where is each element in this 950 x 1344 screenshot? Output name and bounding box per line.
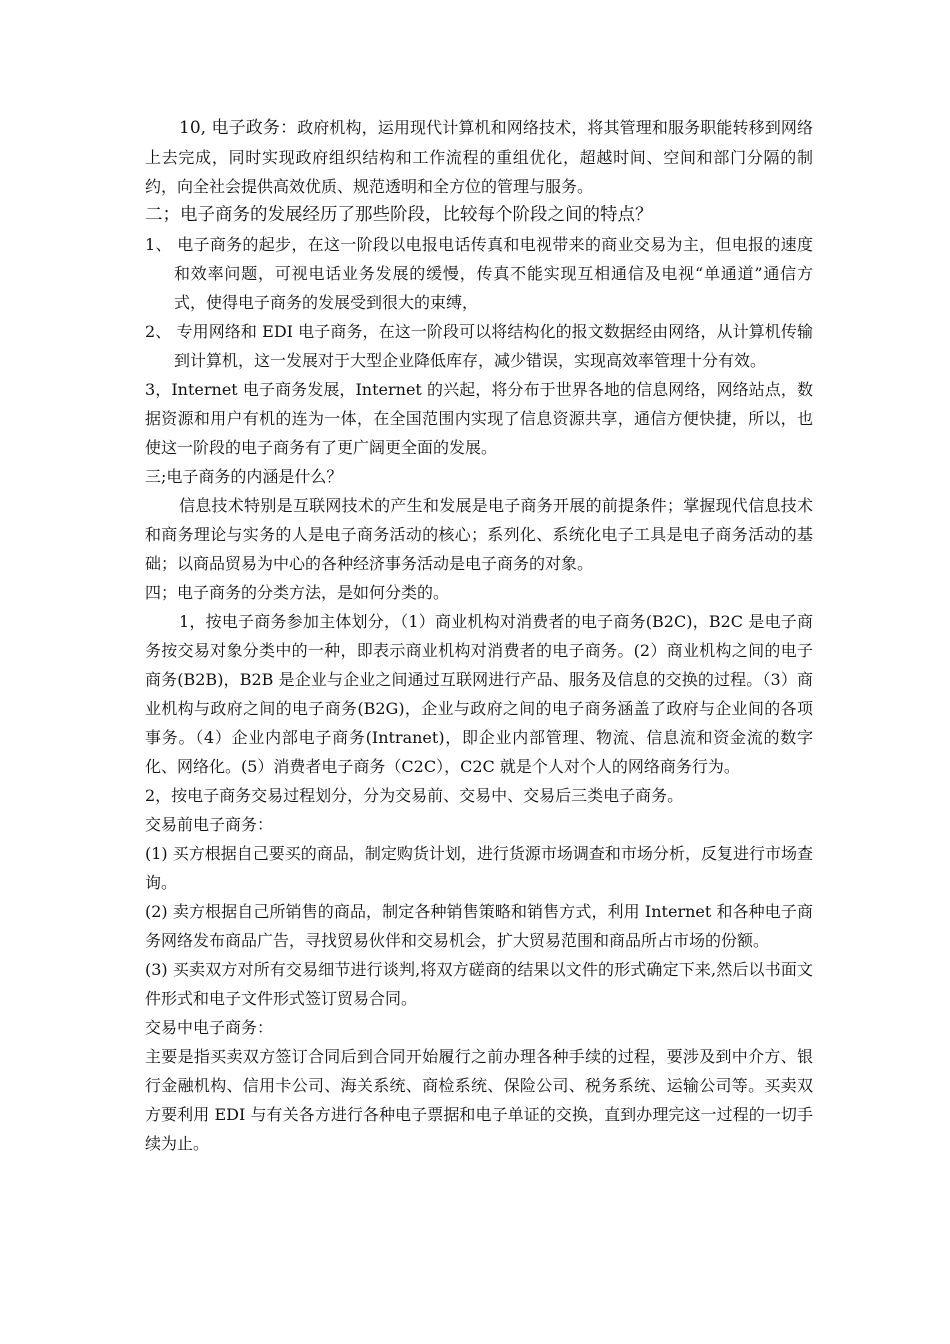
- section-3-heading: 三;电子商务的内涵是什么？: [145, 467, 343, 486]
- classification-by-participant-paragraph: 1，按电子商务参加主体划分，（1）商业机构对消费者的电子商务(B2C)，B2C 是电子商务按交易对象分类中的一种，即表示商业机构对消费者的电子商务。(2）商业机构之间的电子商务(B2B)，B2B 是企业与企业之间通过互联网进行产品、服务及信息的交换的过程。（3）商业机构与政府之间的电子商务(B2G)，企业与政府之间的电子商务涵盖了政府与企业间的各项事务。（4）企业内部电子商务(Intranet)，即企业内部管理、物流、信息流和资金流的数字化、网络化。(5）消费者电子商务（C2C），C2C 就是个人对个人的网络商务行为。: [145, 612, 813, 776]
- egov-term: 10, 电子政务：: [179, 118, 298, 138]
- egov-definition-text: 政府机构，运用现代计算机和网络技术，将其管理和服务职能转移到网络上去完成，同时实现政府组织结构和工作流程的重组优化，超越时间、空间和部门分隔的制约，向全社会提供高效优质、规范透明和全方位的管理与服务。: [145, 118, 813, 196]
- document-page: [145, 113, 813, 1158]
- egov-definition-paragraph: [145, 113, 813, 201]
- section-2-heading: 二；电子商务的发展经历了那些阶段，比较每个阶段之间的特点？: [145, 205, 653, 225]
- section-4-heading: 四；电子商务的分类方法，是如何分类的。: [145, 583, 450, 602]
- mid-transaction-paragraph: 主要是指买卖双方签订合同后到合同开始履行之前办理各种手续的过程，要涉及到中介方、银行金融机构、信用卡公司、海关系统、商检系统、保险公司、税务系统、运输公司等。买卖双方要利用 EDI 与有关各方进行各种电子票据和电子单证的交换，直到办理完这一过程的一切手续为止。: [145, 1047, 813, 1153]
- pre-transaction-item-1: (1) 买方根据自己要买的商品，制定购货计划，进行货源市场调查和市场分析，反复进行市场查询。: [145, 844, 813, 892]
- pre-transaction-item-2: (2) 卖方根据自己所销售的商品，制定各种销售策略和销售方式，利用 Internet 和各种电子商务网络发布商品广告，寻找贸易伙伴和交易机会，扩大贸易范围和商品所占市场的份额。: [145, 902, 813, 950]
- connotation-paragraph: 信息技术特别是互联网技术的产生和发展是电子商务开展的前提条件；掌握现代信息技术和商务理论与实务的人是电子商务活动的核心；系列化、系统化电子工具是电子商务活动的基础；以商品贸易为中心的各种经济事务活动是电子商务的对象。: [145, 496, 813, 573]
- pre-transaction-item-3: (3) 买卖双方对所有交易细节进行谈判,将双方磋商的结果以文件的形式确定下来,然后以书面文件形式和电子文件形式签订贸易合同。: [145, 960, 813, 1008]
- classification-by-process-paragraph: 2，按电子商务交易过程划分，分为交易前、交易中、交易后三类电子商务。: [145, 786, 684, 805]
- pre-transaction-title: 交易前电子商务：: [145, 815, 274, 834]
- stage-1-item: 1、 电子商务的起步，在这一阶段以电报电话传真和电视带来的商业交易为主，但电报的速度和效率问题，可视电话业务发展的缓慢，传真不能实现互相通信及电视“单通道”通信方式，使得电子商务的发展受到很大的束缚，: [145, 235, 813, 312]
- stage-3-item: 3，Internet 电子商务发展，Internet 的兴起，将分布于世界各地的信息网络，网络站点，数据资源和用户有机的连为一体，在全国范围内实现了信息资源共享，通信方便快捷，所以，也使这一阶段的电子商务有了更广阔更全面的发展。: [145, 380, 813, 457]
- stage-2-item: 2、 专用网络和 EDI 电子商务，在这一阶段可以将结构化的报文数据经由网络，从计算机传输到计算机，这一发展对于大型企业降低库存，减少错误，实现高效率管理十分有效。: [145, 322, 813, 370]
- mid-transaction-title: 交易中电子商务：: [145, 1018, 274, 1037]
